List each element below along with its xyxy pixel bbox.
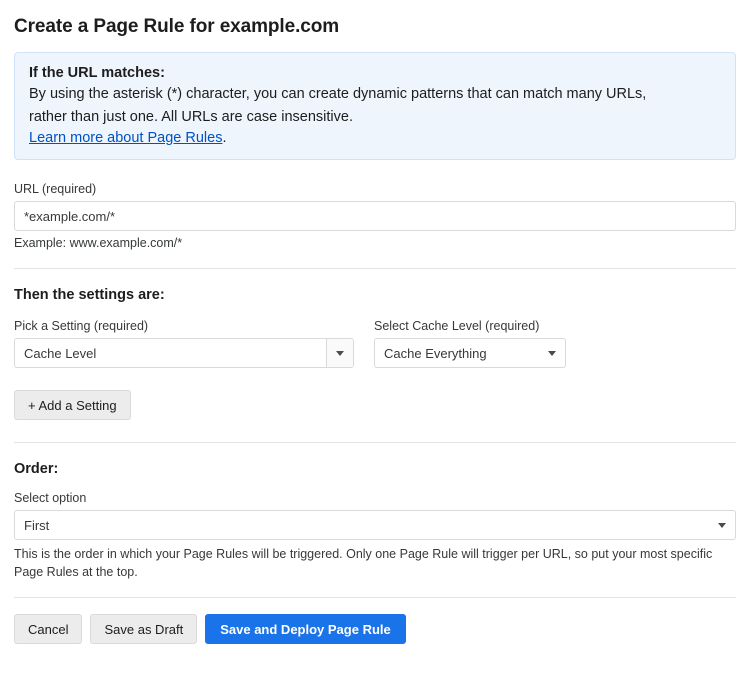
url-field-label: URL (required) bbox=[14, 182, 97, 196]
info-box-title: If the URL matches: bbox=[29, 65, 165, 81]
setting-column bbox=[14, 319, 374, 368]
setting-select-caret-button[interactable] bbox=[326, 339, 353, 367]
order-note: This is the order in which your Page Rules will be triggered. Only one Page Rule will trigger per URL, so put your most specific Page Rules at the top. bbox=[14, 547, 713, 579]
setting-select-wrap bbox=[14, 338, 354, 368]
order-heading: Order: bbox=[14, 461, 59, 477]
url-match-info-box bbox=[14, 52, 736, 160]
info-box-line-2: rather than just one. All URLs are case insensitive. bbox=[29, 109, 353, 125]
divider-settings bbox=[14, 268, 736, 269]
save-as-draft-button[interactable]: Save as Draft bbox=[90, 614, 197, 644]
cache-column bbox=[374, 319, 566, 368]
order-select-value: First bbox=[24, 517, 50, 533]
url-helper-text: Example: www.example.com/* bbox=[14, 236, 183, 250]
order-select[interactable] bbox=[14, 510, 736, 540]
cancel-button[interactable]: Cancel bbox=[14, 614, 82, 644]
info-box-link-suffix: . bbox=[222, 130, 227, 146]
add-setting-button[interactable]: + Add a Setting bbox=[14, 390, 131, 420]
info-box-link-line bbox=[29, 130, 721, 146]
divider-order bbox=[14, 442, 736, 443]
order-select-wrap bbox=[14, 510, 736, 540]
chevron-down-icon bbox=[336, 351, 344, 356]
setting-select[interactable] bbox=[14, 338, 354, 368]
setting-select-value: Cache Level bbox=[24, 345, 97, 361]
info-box-line-1: By using the asterisk (*) character, you can create dynamic patterns that can match many URLs, bbox=[29, 86, 647, 102]
cache-select-wrap bbox=[374, 338, 566, 368]
settings-heading: Then the settings are: bbox=[14, 287, 165, 303]
page-title: Create a Page Rule for example.com bbox=[14, 16, 340, 37]
setting-label: Pick a Setting (required) bbox=[14, 319, 149, 333]
order-select-label: Select option bbox=[14, 491, 87, 505]
form-footer bbox=[14, 614, 736, 644]
cache-level-select[interactable] bbox=[374, 338, 566, 368]
learn-more-link[interactable]: Learn more about Page Rules bbox=[29, 130, 223, 146]
cache-select-value: Cache Everything bbox=[384, 345, 487, 361]
url-input[interactable] bbox=[14, 201, 736, 231]
settings-row bbox=[14, 319, 736, 368]
cache-label: Select Cache Level (required) bbox=[374, 319, 540, 333]
divider-footer bbox=[14, 597, 736, 598]
save-and-deploy-button[interactable]: Save and Deploy Page Rule bbox=[205, 614, 406, 644]
